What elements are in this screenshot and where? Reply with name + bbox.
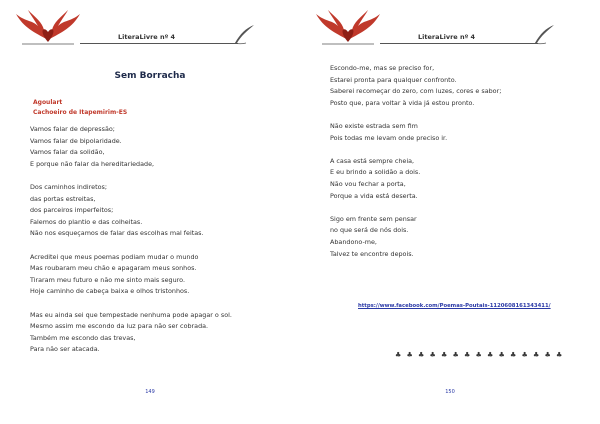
- poem-line: Tiraram meu futuro e não me sinto mais seguro.: [30, 275, 185, 284]
- poem-line: Sigo em frente sem pensar: [330, 214, 417, 223]
- poem-line: Mas roubaram meu chão e apagaram meus sonhos.: [30, 264, 197, 273]
- poem-line: Posto que, para voltar à vida já estou pronto.: [330, 98, 475, 107]
- header-divider: [80, 43, 238, 44]
- poem-line: dos parceiros imperfeitos;: [30, 206, 114, 215]
- stanza-break: [330, 202, 501, 214]
- poem-line: Saberei recomeçar do zero, com luzes, cores e sabor;: [330, 87, 502, 96]
- quill-pen-icon: [532, 24, 556, 46]
- poem-line: A casa está sempre cheia,: [330, 156, 415, 165]
- winged-heart-logo-icon: [14, 10, 82, 48]
- page-header: [0, 8, 300, 48]
- header-title: LiteraLivre nº 4: [118, 33, 176, 41]
- poem-line: no que será de nós dois.: [330, 226, 409, 235]
- poem-line: Porque a vida está deserta.: [330, 191, 418, 200]
- poem-author: [33, 98, 127, 118]
- poem-line: Abandono-me,: [330, 237, 377, 246]
- stanza-break: [30, 170, 232, 182]
- poem-line: Hoje caminho de cabeça baixa e olhos tristonhos.: [30, 287, 190, 296]
- poem-line: Não vou fechar a porta,: [330, 179, 406, 188]
- poem-line: Mesmo assim me escondo da luz para não ser cobrada.: [30, 322, 209, 331]
- poem-line: Para não ser atacada.: [30, 345, 100, 354]
- author-location: Cachoeiro de Itapemirim-ES: [33, 109, 128, 116]
- decorative-ornament: ♣ ♣ ♣ ♣ ♣ ♣ ♣ ♣ ♣ ♣ ♣ ♣ ♣ ♣ ♣: [395, 351, 564, 359]
- page-number-left: 149: [145, 389, 155, 395]
- poem-line: Vamos falar de bipolaridade.: [30, 136, 122, 145]
- page-number-right: 150: [445, 389, 455, 395]
- poem-line: Escondo-me, mas se preciso for,: [330, 64, 435, 72]
- poem-line: Talvez te encontre depois.: [330, 249, 414, 258]
- poem-body-right: [330, 63, 501, 260]
- poem-line: Vamos falar de depressão;: [30, 125, 115, 133]
- poem-title: Sem Borracha: [114, 71, 186, 81]
- poem-line: Pois todas me levam onde preciso ir.: [330, 133, 448, 142]
- poem-line: Falemos do plantio e das colheitas.: [30, 217, 143, 226]
- poem-line: E porque não falar da hereditariedade,: [30, 159, 155, 168]
- winged-heart-logo-icon: [314, 10, 382, 48]
- stanza-break: [30, 240, 232, 252]
- stanza-break: [30, 298, 232, 310]
- author-name: Agoulart: [33, 99, 63, 106]
- poem-body-left: [30, 124, 232, 356]
- header-title: LiteraLivre nº 4: [418, 33, 476, 41]
- page-header: [300, 8, 600, 48]
- poem-line: Dos caminhos indiretos;: [30, 182, 107, 191]
- poem-line: Também me escondo das trevas,: [30, 333, 136, 342]
- stanza-break: [330, 109, 501, 121]
- poem-line: Não existe estrada sem fim: [330, 121, 418, 130]
- poem-line: Estarei pronta para qualquer confronto.: [330, 75, 457, 84]
- poem-line: Mas eu ainda sei que tempestade nenhuma pode apagar o sol.: [30, 310, 232, 319]
- facebook-link[interactable]: https://www.facebook.com/Poemas-Poutais-1120608161343411/: [358, 303, 551, 309]
- poem-line: Não nos esqueçamos de falar das escolhas mal feitas.: [30, 229, 204, 238]
- poem-line: Vamos falar da solidão,: [30, 148, 105, 157]
- stanza-break: [330, 144, 501, 156]
- poem-line: E eu brindo a solidão a dois.: [330, 168, 421, 177]
- quill-pen-icon: [232, 24, 256, 46]
- poem-line: Acreditei que meus poemas podiam mudar o mundo: [30, 252, 199, 261]
- right-page: [300, 0, 600, 424]
- header-divider: [380, 43, 538, 44]
- poem-line: das portas estreitas,: [30, 194, 96, 203]
